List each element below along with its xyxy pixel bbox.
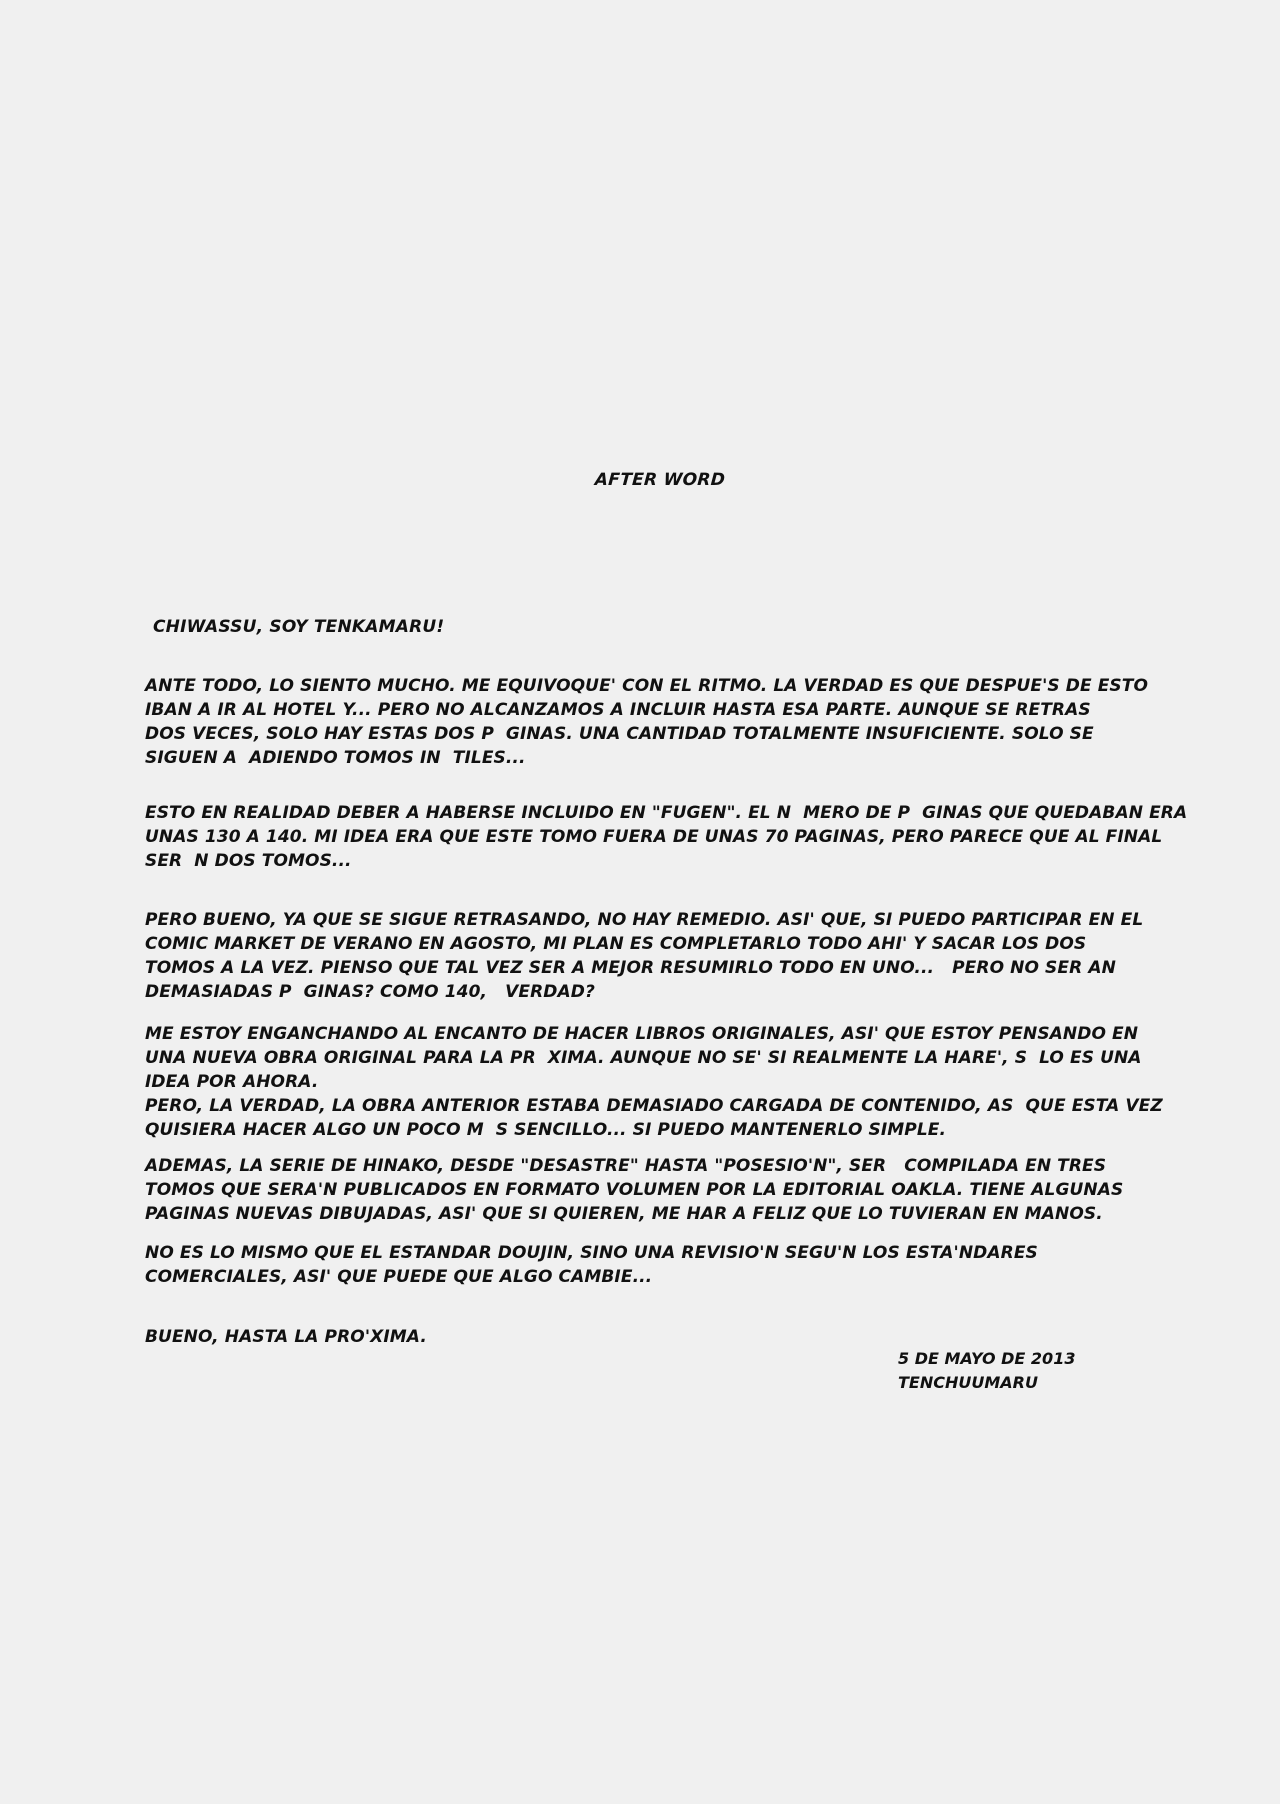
paragraph-line: COMIC MARKET DE VERANO EN AGOSTO, MI PLAN ES COMPLETARLO TODO AHI' Y SACAR LOS DOS — [145, 934, 1087, 954]
paragraph-line: DOS VECES, SOLO HAY ESTAS DOS P GINAS. UNA CANTIDAD TOTALMENTE INSUFICIENTE. SOLO SE — [145, 724, 1094, 744]
paragraph-line: ANTE TODO, LO SIENTO MUCHO. ME EQUIVOQUE' CON EL RITMO. LA VERDAD ES QUE DESPUE'S DE ESTO — [145, 676, 1149, 696]
page-title: AFTER WORD — [594, 470, 726, 490]
paragraph-line: UNA NUEVA OBRA ORIGINAL PARA LA PR XIMA. AUNQUE NO SE' SI REALMENTE LA HARE', S LO ES UNA — [145, 1048, 1142, 1068]
paragraph-2 — [145, 801, 1188, 873]
paragraph-line: PAGINAS NUEVAS DIBUJADAS, ASI' QUE SI QUIEREN, ME HAR A FELIZ QUE LO TUVIERAN EN MANOS. — [145, 1204, 1103, 1224]
paragraph-line: PERO, LA VERDAD, LA OBRA ANTERIOR ESTABA DEMASIADO CARGADA DE CONTENIDO, AS QUE ESTA VEZ — [145, 1096, 1163, 1116]
signature-name: TENCHUUMARU — [898, 1373, 1038, 1392]
paragraph-line: ADEMAS, LA SERIE DE HINAKO, DESDE "DESASTRE" HASTA "POSESIO'N", SER COMPILADA EN TRES — [145, 1156, 1107, 1176]
paragraph-3 — [145, 908, 1145, 1004]
signature-date: 5 DE MAYO DE 2013 — [898, 1349, 1076, 1368]
paragraph-line: ESTO EN REALIDAD DEBER A HABERSE INCLUIDO EN "FUGEN". EL N MERO DE P GINAS QUE QUEDABAN ERA — [145, 803, 1188, 823]
paragraph-line: DEMASIADAS P GINAS? COMO 140, VERDAD? — [145, 982, 595, 1002]
paragraph-line: COMERCIALES, ASI' QUE PUEDE QUE ALGO CAMBIE... — [145, 1267, 653, 1287]
paragraph-7 — [145, 1325, 1145, 1349]
paragraph-line: IBAN A IR AL HOTEL Y... PERO NO ALCANZAMOS A INCLUIR HASTA ESA PARTE. AUNQUE SE RETRAS — [145, 700, 1091, 720]
paragraph-6 — [145, 1241, 1145, 1289]
paragraph-line: UNAS 130 A 140. MI IDEA ERA QUE ESTE TOMO FUERA DE UNAS 70 PAGINAS, PERO PARECE QUE AL FINAL — [145, 827, 1163, 847]
paragraph-5 — [145, 1154, 1145, 1226]
paragraph-line: QUISIERA HACER ALGO UN POCO M S SENCILLO... SI PUEDO MANTENERLO SIMPLE. — [145, 1120, 947, 1140]
paragraph-1 — [145, 674, 1149, 770]
paragraph-line: NO ES LO MISMO QUE EL ESTANDAR DOUJIN, SINO UNA REVISIO'N SEGU'N LOS ESTA'NDARES — [145, 1243, 1038, 1263]
paragraph-line: PERO BUENO, YA QUE SE SIGUE RETRASANDO, NO HAY REMEDIO. ASI' QUE, SI PUEDO PARTICIPAR EN EL — [145, 910, 1144, 930]
paragraph-4 — [145, 1022, 1163, 1142]
paragraph-line: TOMOS A LA VEZ. PIENSO QUE TAL VEZ SER A MEJOR RESUMIRLO TODO EN UNO... PERO NO SER AN — [145, 958, 1116, 978]
paragraph-line: TOMOS QUE SERA'N PUBLICADOS EN FORMATO VOLUMEN POR LA EDITORIAL OAKLA. TIENE ALGUNAS — [145, 1180, 1124, 1200]
signature — [898, 1347, 1075, 1395]
paragraph-line: SIGUEN A ADIENDO TOMOS IN TILES... — [145, 748, 526, 768]
paragraph-line: SER N DOS TOMOS... — [145, 851, 352, 871]
paragraph-line: BUENO, HASTA LA PRO'XIMA. — [145, 1327, 427, 1347]
paragraph-line: IDEA POR AHORA. — [145, 1072, 319, 1092]
greeting: CHIWASSU, SOY TENKAMARU! — [153, 617, 445, 637]
paragraph-line: ME ESTOY ENGANCHANDO AL ENCANTO DE HACER LIBROS ORIGINALES, ASI' QUE ESTOY PENSANDO EN — [145, 1024, 1139, 1044]
